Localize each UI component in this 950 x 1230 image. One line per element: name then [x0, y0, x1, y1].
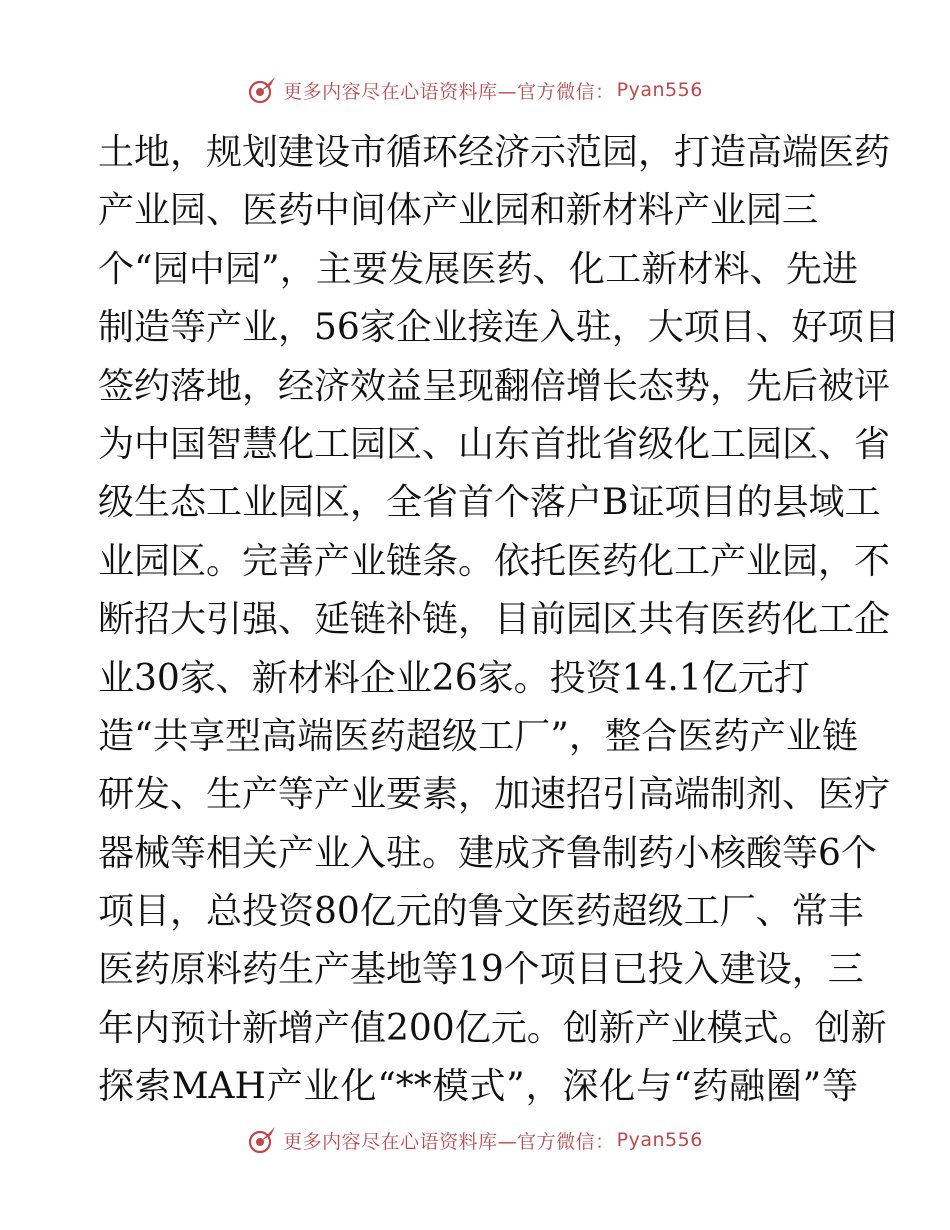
document-body — [98, 124, 900, 1117]
body-line: 制造等产业，56家企业接连入驻，大项目、好项目 — [98, 307, 900, 349]
body-line: 探索MAH产业化“**模式”，深化与“药融圈”等 — [98, 1066, 858, 1108]
body-line: 土地，规划建设市循环经济示范园，打造高端医药 — [98, 132, 891, 173]
body-line: 断招大引强、延链补链，目前园区共有医药化工企 — [98, 599, 891, 641]
watermark-text: 更多内容尽在心语资料库—官方微信： — [283, 1130, 615, 1153]
feather-logo-icon — [247, 75, 277, 105]
watermark-text: 更多内容尽在心语资料库—官方微信： — [283, 80, 615, 103]
body-line: 研发、生产等产业要素，加速招引高端制剂、医疗 — [98, 774, 891, 816]
footer-watermark — [0, 1120, 950, 1160]
body-line: 级生态工业园区，全省首个落户B证项目的县域工 — [98, 482, 881, 524]
body-line: 业园区。完善产业链条。依托医药化工产业园，不 — [98, 540, 891, 582]
body-line: 器械等相关产业入驻。建成齐鲁制药小核酸等6个 — [98, 832, 877, 874]
body-line: 为中国智慧化工园区、山东首批省级化工园区、省 — [98, 423, 891, 465]
body-line: 产业园、医药中间体产业园和新材料产业园三 — [98, 190, 819, 232]
body-line: 年内预计新增产值200亿元。创新产业模式。创新 — [98, 1007, 887, 1049]
watermark-wechat-id: Pyan556 — [616, 1129, 703, 1151]
body-line: 签约落地，经济效益呈现翻倍增长态势，先后被评 — [98, 365, 891, 407]
body-line: 业30家、新材料企业26家。投资14.1亿元打 — [98, 657, 810, 699]
watermark-wechat-id: Pyan556 — [616, 79, 703, 101]
header-watermark — [0, 70, 950, 110]
body-line: 造“共享型高端医药超级工厂”，整合医药产业链 — [98, 715, 858, 757]
body-line: 个“园中园”，主要发展医药、化工新材料、先进 — [98, 248, 858, 290]
feather-logo-icon — [247, 1125, 277, 1155]
body-line: 项目，总投资80亿元的鲁文医药超级工厂、常丰 — [98, 891, 864, 933]
body-line: 医药原料药生产基地等19个项目已投入建设，三 — [98, 949, 864, 991]
